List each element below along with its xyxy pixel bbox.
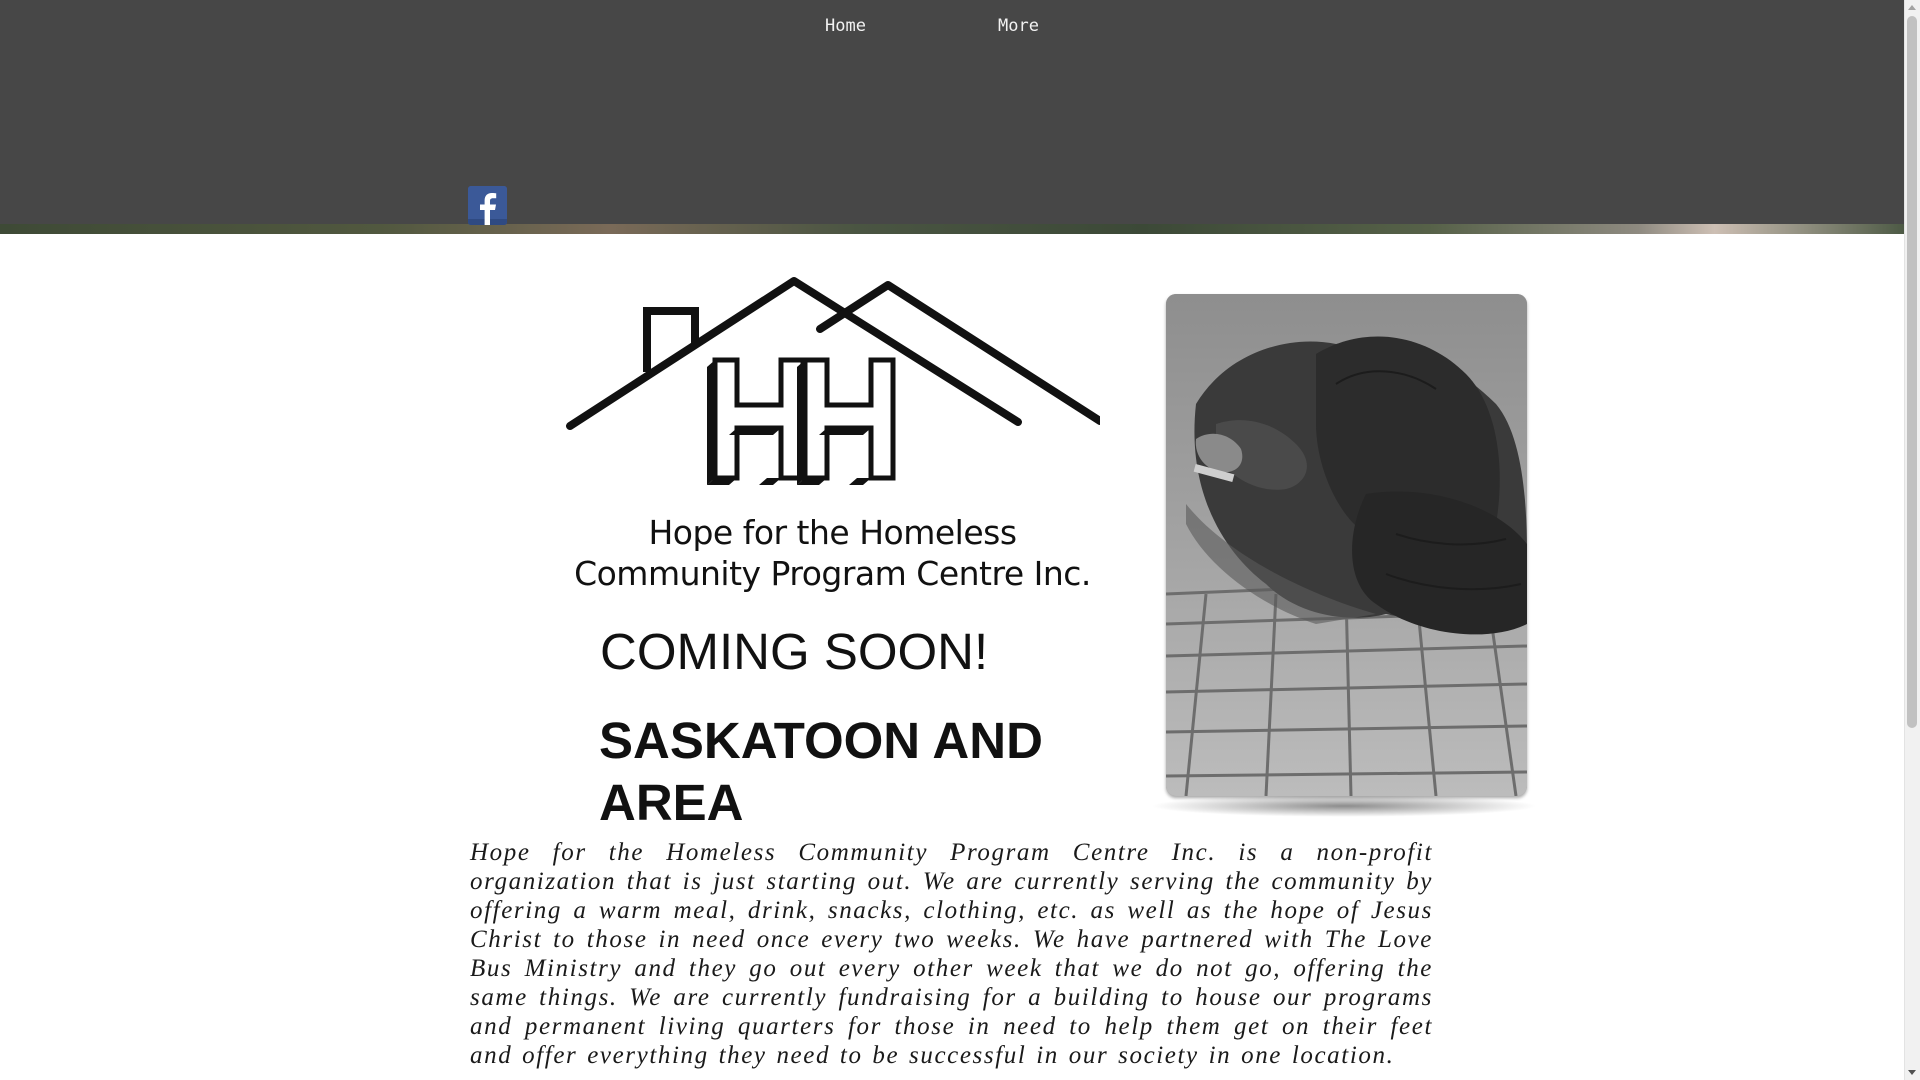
main-nav [0,14,1905,44]
nav-item-more[interactable]: More [998,16,1039,36]
about-paragraph: Hope for the Homeless Community Program Centre Inc. is a non-profit organization that is just starting out. We are currently serving the community by offering a warm meal, drink, snacks, clothing, etc. as well as the hope of Jesus Christ to those in need once every two weeks. We have partnered with The Love Bus Ministry and they go out every other week that we do not go, offering the same things. We are currently fundraising for a building to house our programs and permanent living quarters for those in need to help them get on their feet and offer everything they need to be successful in our society in one location. [470,839,1433,1069]
scroll-thumb[interactable] [1907,16,1917,728]
header-photo-strip [0,224,1905,234]
scroll-up-arrow-icon[interactable] [1908,5,1916,10]
homeless-person-photo [1166,294,1527,796]
hope-for-the-homeless-logo [565,275,1100,490]
facebook-button[interactable] [468,186,507,225]
scroll-down-arrow-icon[interactable] [1908,1070,1916,1075]
facebook-icon [468,186,507,225]
coming-soon-heading: COMING SOON! [600,623,989,680]
logo-tagline-line2: Community Program Centre Inc. [574,554,1091,593]
logo-tagline [560,512,1105,594]
photo-shadow [1150,795,1538,817]
page-scrollbar[interactable] [1904,0,1920,1080]
location-heading: SASKATOON AND AREA [599,712,1043,831]
logo-tagline-line1: Hope for the Homeless [648,513,1017,552]
nav-item-home[interactable]: Home [825,16,866,36]
